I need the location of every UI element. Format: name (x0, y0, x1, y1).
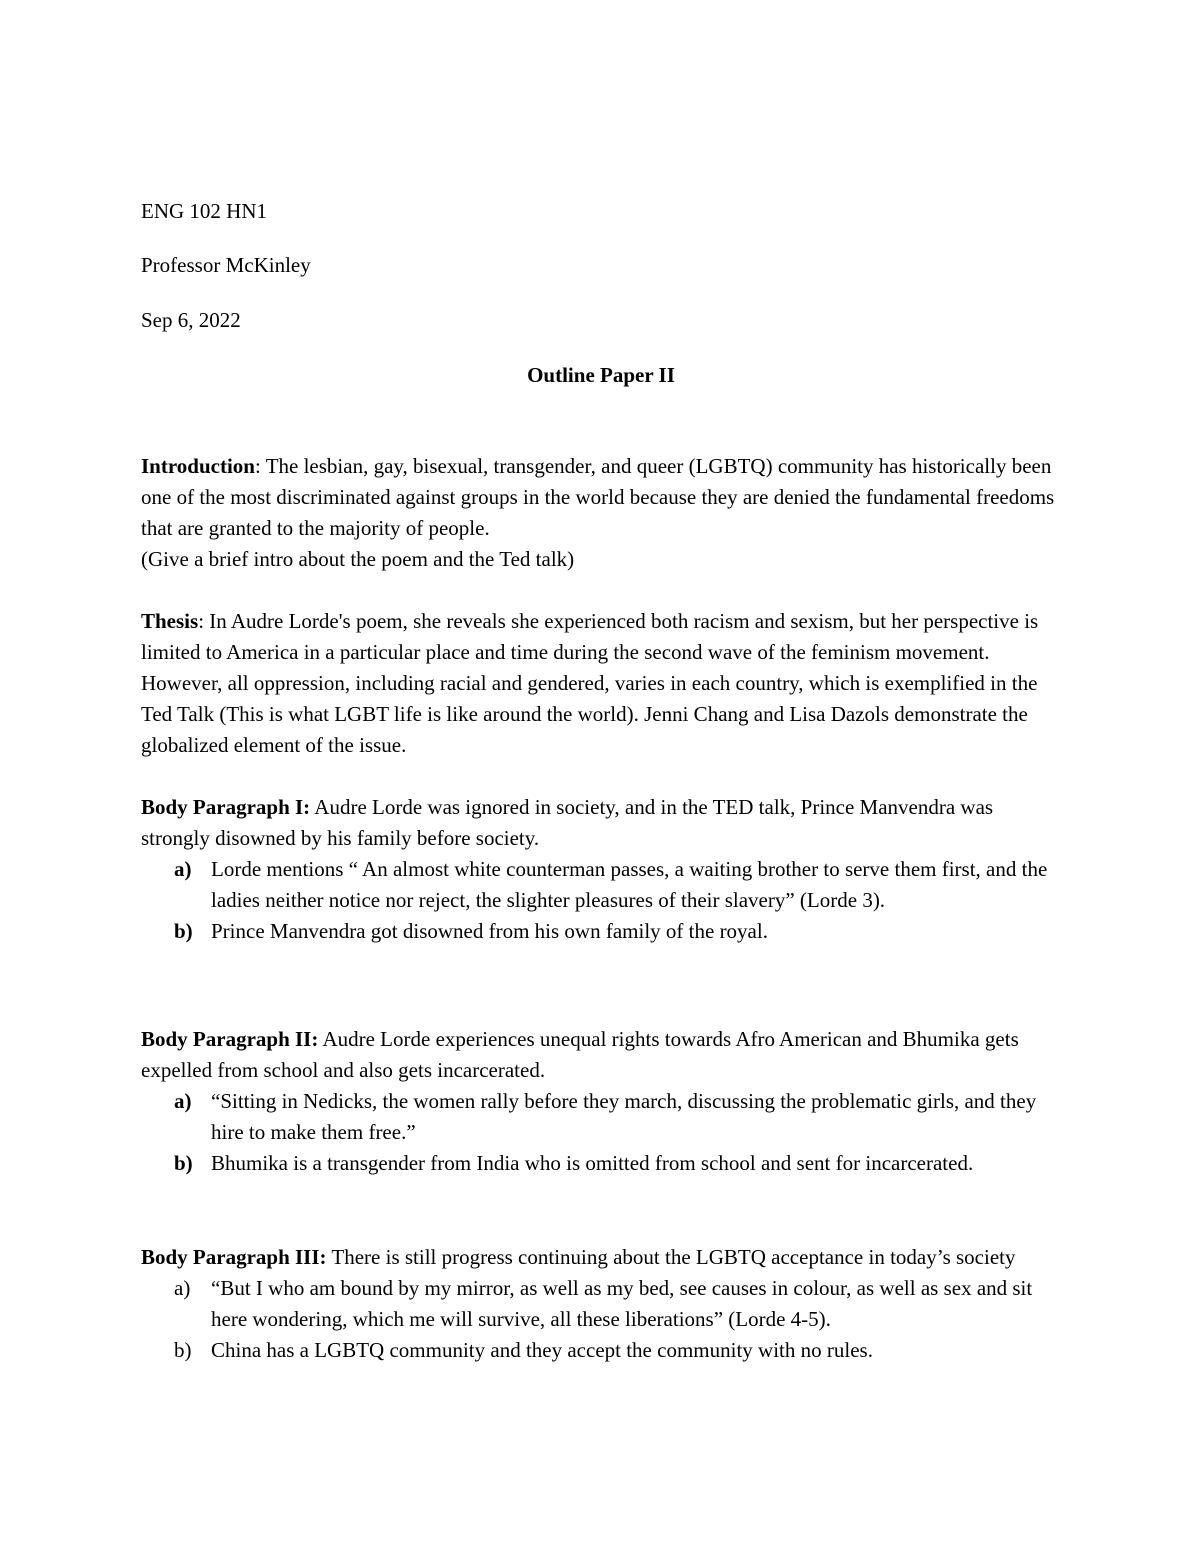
body-paragraph-1-text: Audre Lorde was ignored in society, and in the TED talk, Prince Manvendra was strongly disowned by his family before society. (141, 795, 994, 850)
introduction-separator: : (254, 454, 266, 478)
list-item-text: Prince Manvendra got disowned from his own family of the royal. (211, 919, 768, 943)
thesis-text: In Audre Lorde's poem, she reveals she experienced both racism and sexism, but her perspective is limited to America in a particular place and time during the second wave of the feminism movement. However, all oppression, including racial and gendered, varies in each country, which is exemplified in the Ted Talk (This is what LGBT life is like around the world). Jenni Chang and Lisa Dazols demonstrate the globalized element of the issue. (141, 609, 1039, 757)
list-marker: a) (174, 857, 192, 881)
introduction-note: (Give a brief intro about the poem and the Ted talk) (141, 547, 575, 571)
list-marker: a) (174, 1089, 192, 1113)
body-paragraph-3-text: There is still progress continuing about the LGBTQ acceptance in today’s society (326, 1245, 1016, 1269)
body-paragraph-1-section (141, 792, 1061, 947)
list-item (141, 1148, 1061, 1179)
introduction-paragraph (141, 451, 1061, 544)
introduction-text: The lesbian, gay, bisexual, transgender, and queer (LGBTQ) community has historically been one of the most discriminated against groups in the world because they are denied the fundamental freedoms that are granted to the majority of people. (141, 454, 1055, 540)
list-item-text: “But I who am bound by my mirror, as well as my bed, see causes in colour, as well as sex and sit here wondering, which me will survive, all these liberations” (Lorde 4-5). (211, 1276, 1033, 1331)
list-marker: b) (174, 919, 193, 943)
list-item-text: China has a LGBTQ community and they accept the community with no rules. (211, 1338, 873, 1362)
thesis-separator: : (198, 609, 210, 633)
list-item (141, 916, 1061, 947)
body-paragraph-2-label: Body Paragraph II: (141, 1027, 319, 1051)
body-paragraph-3-label: Body Paragraph III: (141, 1245, 327, 1269)
body-paragraph-3-section (141, 1242, 1061, 1366)
body-paragraph-2-section (141, 1024, 1061, 1179)
document-title: Outline Paper II (527, 363, 675, 387)
body-paragraph-3 (141, 1242, 1061, 1273)
body-paragraph-1-list (141, 854, 1061, 947)
body-paragraph-1 (141, 792, 1061, 854)
list-item (141, 1086, 1061, 1148)
document-date: Sep 6, 2022 (141, 308, 241, 332)
list-item-text: Bhumika is a transgender from India who is omitted from school and sent for incarcerated. (211, 1151, 974, 1175)
body-paragraph-2-text: Audre Lorde experiences unequal rights towards Afro American and Bhumika gets expelled from school and also gets incarcerated. (141, 1027, 1019, 1082)
list-item (141, 1335, 1061, 1366)
list-item-text: Lorde mentions “ An almost white counterman passes, a waiting brother to serve them first, and the ladies neither notice nor reject, the slighter pleasures of their slavery” (Lorde 3). (211, 857, 1048, 912)
body-paragraph-3-list (141, 1273, 1061, 1366)
list-item (141, 1273, 1061, 1335)
body-paragraph-2 (141, 1024, 1061, 1086)
list-item (141, 854, 1061, 916)
list-marker: b) (174, 1151, 193, 1175)
thesis-label: Thesis (141, 609, 199, 633)
thesis-paragraph (141, 606, 1061, 761)
introduction-section (141, 451, 1061, 575)
body-paragraph-2-list (141, 1086, 1061, 1179)
list-marker: b) (174, 1338, 192, 1362)
list-marker: a) (174, 1276, 191, 1300)
list-item-text: “Sitting in Nedicks, the women rally before they march, discussing the problematic girls, and they hire to make them free.” (211, 1089, 1037, 1144)
body-paragraph-1-label: Body Paragraph I: (141, 795, 311, 819)
professor-name: Professor McKinley (141, 253, 311, 277)
thesis-section (141, 606, 1061, 761)
introduction-label: Introduction (141, 454, 255, 478)
course-code: ENG 102 HN1 (141, 199, 267, 223)
